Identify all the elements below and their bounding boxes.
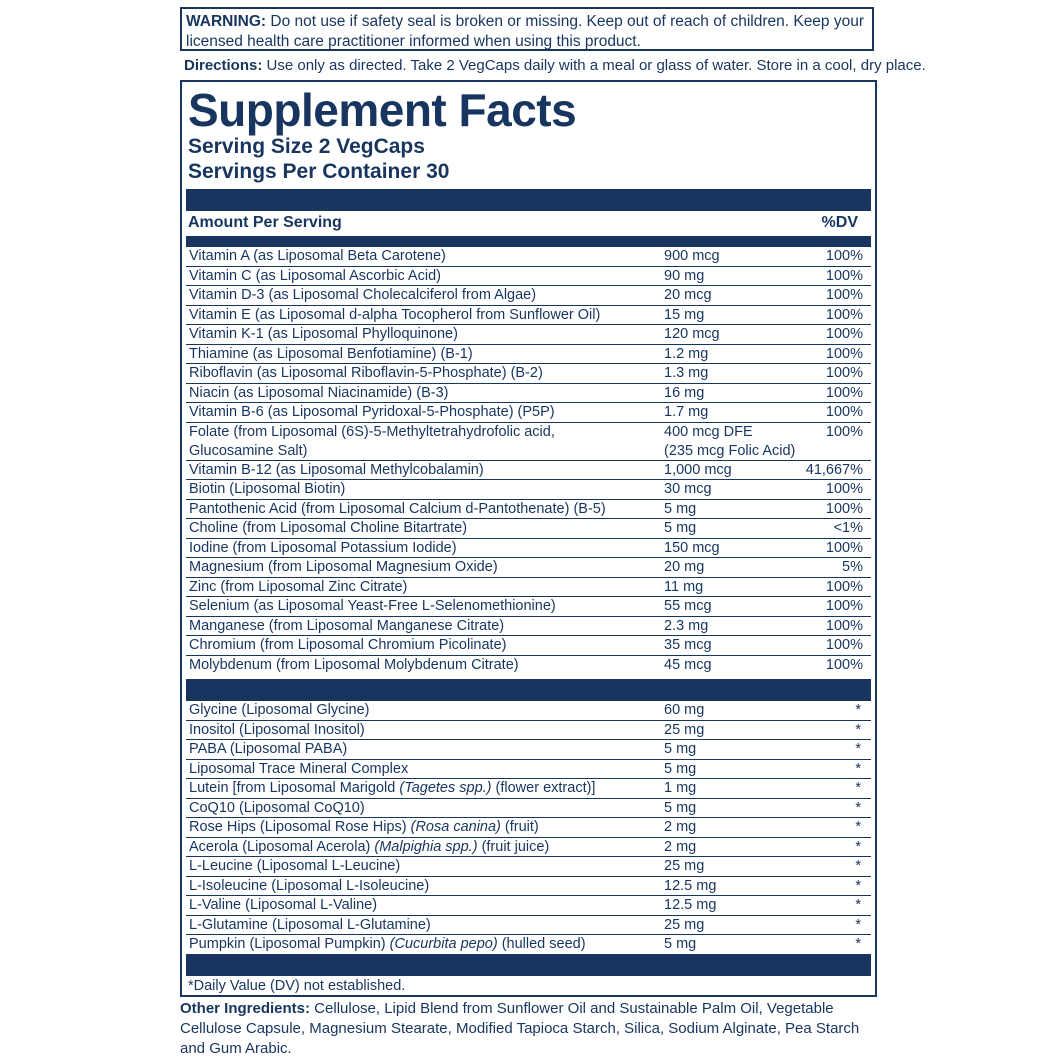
table-row <box>186 597 871 617</box>
table-row <box>186 701 871 721</box>
nutrient-name: Vitamin E (as Liposomal d-alpha Tocopherol from Sunflower Oil) <box>189 306 601 323</box>
nutrient-latin-name: (Cucurbita pepo) <box>389 936 498 952</box>
nutrient-amount: 2 mg <box>664 838 697 855</box>
nutrient-dv: 100% <box>825 384 863 401</box>
table-row <box>186 403 871 423</box>
nutrient-name: PABA (Liposomal PABA) <box>189 741 348 757</box>
nutrient-amount: 1,000 mcg <box>664 461 732 478</box>
dv-footnote: *Daily Value (DV) not established. <box>188 978 406 994</box>
nutrient-amount: 120 mcg <box>664 326 720 342</box>
table-row <box>186 480 871 500</box>
nutrient-amount: 11 mg <box>664 578 704 595</box>
nutrient-name: Pantothenic Acid (from Liposomal Calcium d-Pantothenate) (B-5) <box>189 500 606 517</box>
table-row <box>186 721 871 741</box>
table-row <box>186 617 871 637</box>
nutrient-amount: 400 mcg DFE <box>664 423 753 440</box>
nutrient-name <box>189 935 586 954</box>
nutrient-name: Thiamine (as Liposomal Benfotiamine) (B-1) <box>189 345 473 362</box>
nutrient-amount: 5 mg <box>664 799 697 816</box>
nutrient-amount: 2 mg <box>664 819 697 835</box>
nutrient-dv: 100% <box>825 481 863 497</box>
table-row <box>186 306 871 326</box>
nutrient-dv: 100% <box>825 326 863 342</box>
nutrient-amount: 5 mg <box>664 760 697 777</box>
nutrient-amount: 5 mg <box>664 741 697 757</box>
nutrient-amount: 5 mg <box>664 936 697 952</box>
other-ingredients-label: Other Ingredients: <box>180 1000 311 1017</box>
nutrient-name: Vitamin B-6 (as Liposomal Pyridoxal-5-Phosphate) (P5P) <box>189 404 555 420</box>
nutrient-dv: * <box>855 858 861 874</box>
warning-box <box>180 7 874 51</box>
nutrient-amount: 5 mg <box>664 520 697 536</box>
directions <box>184 56 926 76</box>
nutrient-amount: 150 mcg <box>664 539 720 556</box>
nutrient-name: Biotin (Liposomal Biotin) <box>189 481 346 497</box>
other-ingredients <box>180 999 880 1059</box>
nutrient-name: Glycine (Liposomal Glycine) <box>189 702 370 718</box>
nutrient-name: Manganese (from Liposomal Manganese Citrate) <box>189 617 505 634</box>
nutrient-dv: 5% <box>842 559 863 575</box>
table-row <box>186 656 871 676</box>
nutrient-latin-name: (Malpighia spp.) <box>374 838 478 855</box>
nutrient-name: Riboflavin (as Liposomal Riboflavin-5-Phosphate) (B-2) <box>189 365 543 381</box>
nutrient-name <box>189 779 595 798</box>
nutrient-amount: 1.7 mg <box>664 404 709 420</box>
nutrient-dv: * <box>855 721 861 738</box>
nutrient-name-text: Lutein [from Liposomal Marigold <box>189 780 400 796</box>
table-row <box>186 935 871 955</box>
other-ingredients-table <box>186 701 871 955</box>
nutrient-name <box>189 838 549 857</box>
table-row <box>186 423 871 461</box>
directions-label: Directions: <box>184 57 263 74</box>
nutrient-name-text: Rose Hips (Liposomal Rose Hips) <box>189 819 411 835</box>
nutrient-name: Folate (from Liposomal (6S)-5-Methyltetrahydrofolic acid, <box>189 423 555 440</box>
nutrient-dv: * <box>855 819 861 835</box>
nutrient-amount-note: (235 mcg Folic Acid) <box>664 442 796 459</box>
table-row <box>186 760 871 780</box>
table-row <box>186 558 871 578</box>
nutrient-name: Vitamin B-12 (as Liposomal Methylcobalamin) <box>189 461 484 478</box>
nutrient-amount: 35 mcg <box>664 637 712 653</box>
nutrient-amount: 5 mg <box>664 500 697 517</box>
serving-size: Serving Size 2 VegCaps <box>188 135 425 158</box>
nutrient-dv: 100% <box>825 404 863 420</box>
nutrient-amount: 2.3 mg <box>664 617 709 634</box>
table-row <box>186 779 871 799</box>
vitamins-table <box>186 247 871 675</box>
table-row <box>186 818 871 838</box>
amount-header-label: Amount Per Serving <box>188 214 342 231</box>
nutrient-amount: 90 mg <box>664 267 705 284</box>
nutrient-amount: 60 mg <box>664 702 705 718</box>
nutrient-amount: 20 mg <box>664 559 705 575</box>
table-row <box>186 896 871 916</box>
nutrient-amount: 30 mcg <box>664 481 712 497</box>
table-row <box>186 636 871 656</box>
nutrient-dv: 100% <box>825 267 863 284</box>
nutrient-name <box>189 818 539 837</box>
nutrient-name: CoQ10 (Liposomal CoQ10) <box>189 799 365 816</box>
nutrient-dv: * <box>855 916 861 933</box>
thick-divider <box>186 189 871 211</box>
table-row <box>186 247 871 267</box>
nutrient-dv: * <box>855 799 861 816</box>
table-row <box>186 857 871 877</box>
nutrient-dv: 100% <box>825 500 863 517</box>
nutrient-dv: * <box>855 760 861 777</box>
nutrient-dv: 100% <box>825 423 863 440</box>
warning-text: Do not use if safety seal is broken or missing. Keep out of reach of children. Keep your licensed health care practitioner informed when using this product. <box>186 13 865 50</box>
nutrient-name-text: Pumpkin (Liposomal Pumpkin) <box>189 936 390 952</box>
nutrient-amount: 12.5 mg <box>664 877 717 894</box>
table-row <box>186 364 871 384</box>
table-row <box>186 325 871 345</box>
nutrient-dv: * <box>855 702 861 718</box>
table-row <box>186 286 871 306</box>
nutrient-name: L-Isoleucine (Liposomal L-Isoleucine) <box>189 877 430 894</box>
nutrient-amount: 1.2 mg <box>664 345 709 362</box>
nutrient-amount: 25 mg <box>664 858 705 874</box>
nutrient-part: (fruit juice) <box>477 838 550 855</box>
table-row <box>186 345 871 365</box>
table-row <box>186 461 871 481</box>
nutrient-amount: 15 mg <box>664 306 705 323</box>
nutrient-amount: 25 mg <box>664 721 705 738</box>
nutrient-name: Choline (from Liposomal Choline Bitartrate) <box>189 520 468 536</box>
nutrient-dv: 41,667% <box>805 461 863 478</box>
nutrient-name: L-Leucine (Liposomal L-Leucine) <box>189 858 401 874</box>
table-row <box>186 740 871 760</box>
nutrient-amount: 20 mcg <box>664 287 712 303</box>
nutrient-amount: 900 mcg <box>664 248 720 264</box>
dv-header-label: %DV <box>821 214 858 231</box>
nutrient-dv: 100% <box>825 617 863 634</box>
nutrient-part: (hulled seed) <box>497 936 586 952</box>
nutrient-dv: 100% <box>825 306 863 323</box>
nutrient-name: Zinc (from Liposomal Zinc Citrate) <box>189 578 408 595</box>
table-row <box>186 877 871 897</box>
nutrient-name: Magnesium (from Liposomal Magnesium Oxide) <box>189 559 498 575</box>
nutrient-dv: <1% <box>833 520 863 536</box>
nutrient-dv: 100% <box>825 365 863 381</box>
nutrient-amount: 1.3 mg <box>664 365 709 381</box>
nutrient-name: Inositol (Liposomal Inositol) <box>189 721 365 738</box>
directions-text: Use only as directed. Take 2 VegCaps daily with a meal or glass of water. Store in a cool, dry place. <box>262 57 926 74</box>
supplement-facts-panel <box>180 80 877 997</box>
thick-divider <box>186 954 871 976</box>
nutrient-amount: 12.5 mg <box>664 897 717 913</box>
table-row <box>186 799 871 819</box>
nutrient-name: Vitamin A (as Liposomal Beta Carotene) <box>189 248 446 264</box>
nutrient-dv: 100% <box>825 345 863 362</box>
nutrient-dv: * <box>855 838 861 855</box>
nutrient-dv: 100% <box>825 248 863 264</box>
nutrient-dv: 100% <box>825 578 863 595</box>
nutrient-amount: 1 mg <box>664 780 697 796</box>
nutrient-dv: * <box>855 897 861 913</box>
table-row <box>186 916 871 936</box>
nutrient-latin-name: (Rosa canina) <box>410 819 501 835</box>
nutrient-dv: 100% <box>825 656 863 673</box>
nutrient-dv: 100% <box>825 287 863 303</box>
panel-title: Supplement Facts <box>188 84 577 136</box>
nutrient-name: Chromium (from Liposomal Chromium Picolinate) <box>189 637 507 653</box>
nutrient-name: Niacin (as Liposomal Niacinamide) (B-3) <box>189 384 449 401</box>
nutrient-part: (fruit) <box>500 819 539 835</box>
nutrient-amount: 16 mg <box>664 384 705 401</box>
nutrient-amount: 55 mcg <box>664 598 712 614</box>
thick-divider <box>186 679 871 701</box>
nutrient-amount: 25 mg <box>664 916 705 933</box>
nutrient-dv: * <box>855 780 861 796</box>
other-ingredients-text: Cellulose, Lipid Blend from Sunflower Oil and Sustainable Palm Oil, Vegetable Cellulose Capsule, Magnesium Stearate, Modified Tapioca Starch, Silica, Sodium Alginate, Pea Starch and Gum Arabic. <box>180 1000 860 1057</box>
table-row <box>186 838 871 858</box>
nutrient-amount: 45 mcg <box>664 656 712 673</box>
table-row <box>186 500 871 520</box>
nutrient-name: Vitamin C (as Liposomal Ascorbic Acid) <box>189 267 441 284</box>
table-row <box>186 267 871 287</box>
nutrient-dv: 100% <box>825 539 863 556</box>
nutrient-latin-name: (Tagetes spp.) <box>399 780 492 796</box>
nutrient-dv: * <box>855 741 861 757</box>
warning-label: WARNING: <box>186 13 267 30</box>
nutrient-name: L-Glutamine (Liposomal L-Glutamine) <box>189 916 431 933</box>
thick-divider <box>186 236 871 247</box>
nutrient-name: Molybdenum (from Liposomal Molybdenum Citrate) <box>189 656 519 673</box>
nutrient-name: Liposomal Trace Mineral Complex <box>189 760 409 777</box>
nutrient-dv: 100% <box>825 637 863 653</box>
nutrient-dv: * <box>855 936 861 952</box>
nutrient-name-text: Acerola (Liposomal Acerola) <box>189 838 375 855</box>
nutrient-dv: * <box>855 877 861 894</box>
table-row <box>186 578 871 598</box>
servings-per-container: Servings Per Container 30 <box>188 160 450 183</box>
table-row <box>186 384 871 404</box>
amount-per-serving-header <box>188 212 862 236</box>
table-row <box>186 519 871 539</box>
nutrient-name: Iodine (from Liposomal Potassium Iodide) <box>189 539 457 556</box>
nutrient-name-cont: Glucosamine Salt) <box>189 442 308 459</box>
nutrient-part: (flower extract)] <box>491 780 596 796</box>
nutrient-name: Vitamin D-3 (as Liposomal Cholecalciferol from Algae) <box>189 287 537 303</box>
nutrient-name: Vitamin K-1 (as Liposomal Phylloquinone) <box>189 326 458 342</box>
nutrient-dv: 100% <box>825 598 863 614</box>
nutrient-name: L-Valine (Liposomal L-Valine) <box>189 897 378 913</box>
nutrient-name: Selenium (as Liposomal Yeast-Free L-Selenomethionine) <box>189 598 556 614</box>
table-row <box>186 539 871 559</box>
